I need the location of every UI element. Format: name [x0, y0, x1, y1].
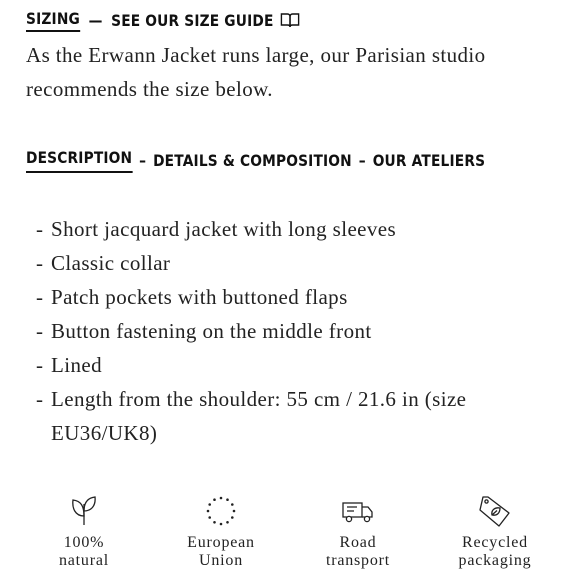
feature-european-union [161, 494, 281, 570]
sizing-recommendation-text: As the Erwann Jacket runs large, our Parisian studio recommends the size below. [26, 43, 486, 101]
tab-our-ateliers[interactable]: OUR ATELIERS [372, 150, 486, 170]
sizing-header [26, 8, 299, 32]
feature-eu-line1: European [187, 534, 255, 551]
sizing-separator: — [88, 10, 103, 30]
feature-eu-line2: Union [199, 552, 243, 569]
feature-recycled-packaging [435, 494, 555, 570]
feature-road-transport [298, 494, 418, 570]
truck-icon [341, 494, 375, 528]
feature-natural-line1: 100% [63, 534, 105, 551]
feature-recycled-line1: Recycled [462, 534, 528, 551]
list-item: - Button fastening on the middle front [36, 314, 556, 348]
list-item: - Length from the shoulder: 55 cm / 21.6 in (size EU36/UK8) [36, 382, 556, 450]
leaf-icon [69, 494, 99, 528]
feature-badges [0, 494, 580, 580]
list-item: - Lined [36, 348, 556, 382]
list-item: - Patch pockets with buttoned flaps [36, 280, 556, 314]
tab-description[interactable]: DESCRIPTION [26, 148, 132, 173]
eu-stars-icon [204, 494, 238, 528]
feature-road-line2: transport [325, 552, 391, 569]
size-guide-link[interactable]: SEE OUR SIZE GUIDE [111, 10, 274, 30]
feature-natural-line2: natural [58, 552, 110, 569]
tab-details-composition[interactable]: DETAILS & COMPOSITION [153, 150, 352, 170]
book-icon[interactable] [280, 12, 299, 28]
feature-road-line1: Road [339, 534, 377, 551]
sizing-tab[interactable]: SIZING [26, 9, 80, 32]
feature-natural [24, 494, 144, 570]
recycle-tag-icon [478, 494, 512, 528]
list-item: - Short jacquard jacket with long sleeves [36, 212, 556, 246]
tab-separator: – [139, 150, 147, 170]
description-tabs [26, 146, 485, 174]
feature-recycled-line2: packaging [458, 552, 532, 569]
list-item: - Classic collar [36, 246, 556, 280]
description-list [36, 212, 556, 450]
tab-separator: – [358, 150, 366, 170]
